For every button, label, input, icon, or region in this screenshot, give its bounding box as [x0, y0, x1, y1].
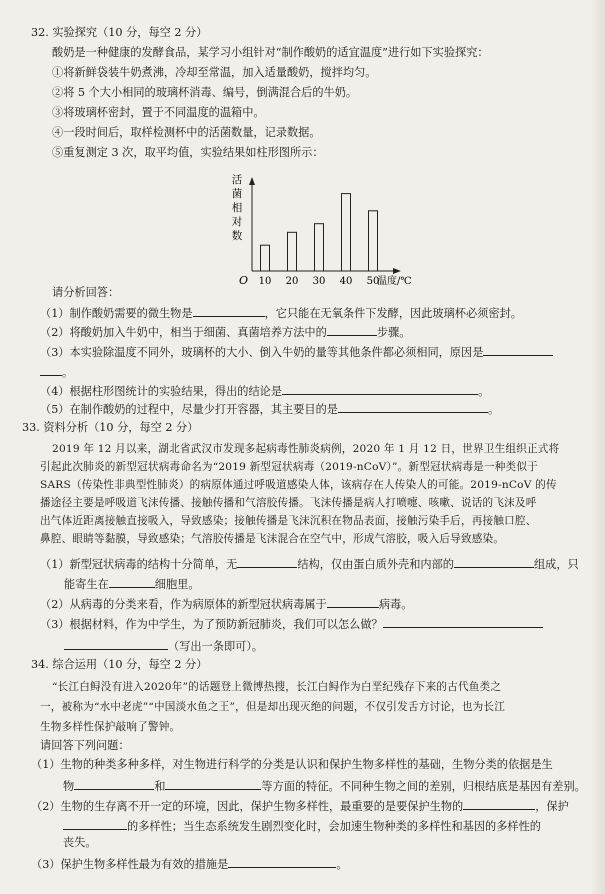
q34-blank-2[interactable]: [165, 778, 261, 790]
q33-blank-2[interactable]: [454, 556, 534, 568]
y-label-char: 菌: [231, 188, 243, 200]
y-axis-label: [232, 174, 243, 242]
q33-para-3: SARS（传染性非典型性肺炎）的病原体通过呼吸道感染人体，该病存在人传染人的可能。2019-nCoV 的传: [40, 479, 557, 491]
q33-sub1: （1）新型冠状病毒的结构十分简单，无 结构，仅由蛋白质外壳和内部的 组成，只: [40, 558, 579, 571]
q32-sub3: （3）本实验除温度不同外，玻璃杯的大小、倒入牛奶的量等其他条件都必须相同，原因是: [40, 344, 553, 360]
bar-50: [369, 211, 378, 271]
q32-blank-3b[interactable]: [40, 364, 62, 376]
q32-prompt: 请分析回答：: [52, 286, 120, 299]
bar-40: [342, 194, 351, 271]
q32-sub4: （4）根据柱形图统计的实验结果，得出的结论是 。: [40, 385, 490, 398]
q32-sub3-cont: 。: [40, 364, 73, 380]
q33-sub3: （3）根据材料，作为中学生，为了预防新冠肺炎，我们可以怎么做？: [40, 616, 543, 632]
x-axis-label: 温度/℃: [377, 276, 412, 287]
x-axis-arrow: [393, 268, 401, 274]
q32-step-3: ③将玻璃杯密封，置于不同温度的温箱中。: [52, 106, 265, 119]
page-binding-shadow: [591, 0, 605, 894]
y-label-char: 相: [231, 202, 243, 214]
q34-prompt: 请回答下列问题：: [40, 739, 130, 752]
q33-para-1: 2019 年 12 月以来，湖北省武汉市发现多起病毒性肺炎病例，2020 年 1 月 12 日，世界卫生组织正式将: [52, 443, 560, 455]
x-tick-20: 20: [285, 276, 299, 287]
y-label-char: 对: [231, 216, 243, 228]
q32-blank-4[interactable]: [282, 383, 478, 395]
q32-title: 32. 实验探究（10 分，每空 2 分）: [31, 26, 208, 39]
q32-blank-2[interactable]: [327, 324, 377, 336]
q34-sub1-cont: 物 和 等方面的特征。不同种生物之间的差别，归根结底是基因有差别。: [63, 780, 586, 793]
q34-para-3: 生物多样性保护敲响了警钟。: [40, 721, 181, 733]
q33-sub2: （2）从病毒的分类来看，作为病原体的新型冠状病毒属于 病毒。: [40, 598, 413, 611]
bacteria-bar-chart: [225, 165, 415, 290]
q34-blank-3[interactable]: [463, 798, 535, 810]
q32-blank-1[interactable]: [193, 305, 265, 317]
q33-blank-5[interactable]: [383, 616, 543, 628]
bar-20: [288, 232, 297, 271]
x-tick-40: 40: [339, 276, 353, 287]
q32-step-4: ④一段时间后，取样检测杯中的活菌数量，记录数据。: [52, 126, 321, 139]
q32-step-5: ⑤重复测定 3 次，取平均值，实验结果如柱形图所示：: [52, 146, 324, 159]
q33-para-6: 鼻腔、眼睛等黏膜，导致感染；气溶胶传播是飞沫混合在空气中，形成气溶胶，吸入后导致感染。: [40, 533, 505, 545]
bar-30: [315, 224, 324, 271]
q32-sub2: （2）将酸奶加入牛奶中，相当于细菌、真菌培养方法中的 步骤。: [40, 326, 411, 339]
q34-title: 34. 综合运用（10 分，每空 2 分）: [31, 658, 208, 671]
y-axis-arrow: [249, 177, 255, 185]
x-tick-10: 10: [258, 276, 272, 287]
q32-sub1: （1）制作酸奶需要的微生物是 ，它只能在无氧条件下发酵，因此玻璃杯必须密封。: [40, 307, 522, 320]
q33-para-2: 引起此次肺炎的新型冠状病毒命名为“2019 新型冠状病毒（2019-nCoV）”。新型冠状病毒是一种类似于: [40, 461, 538, 473]
q33-blank-4[interactable]: [327, 596, 379, 608]
q32-step-2: ②将 5 个大小相同的玻璃杯消毒、编号，倒满混合后的牛奶。: [52, 86, 358, 99]
q34-blank-5[interactable]: [228, 856, 336, 868]
q33-blank-5b[interactable]: [64, 638, 168, 650]
q33-blank-1[interactable]: [237, 556, 297, 568]
q34-blank-1[interactable]: [74, 778, 154, 790]
q32-intro: 酸奶是一种健康的发酵食品，某学习小组针对“制作酸奶的适宜温度”进行如下实验探究：: [52, 46, 489, 59]
q34-sub3: （3）保护生物多样性最为有效的措施是 。: [31, 858, 348, 871]
q34-sub2-end: 丧失。: [63, 836, 97, 849]
q34-para-1: “长江白鲟没有进入2020年”的话题登上微博热搜，长江白鲟作为白垩纪残存下来的古代鱼类之: [52, 681, 502, 693]
q33-sub1-cont: 能寄生在 细胞里。: [64, 578, 200, 591]
y-label-char: 数: [231, 230, 243, 242]
q33-blank-3[interactable]: [109, 576, 155, 588]
q33-para-5: 出气体近距离接触直接吸入，导致感染；接触传播是飞沫沉积在物品表面，接触污染手后，再接触口腔、: [40, 515, 537, 527]
q34-sub2-cont: 的多样性；当生态系统发生剧烈变化时，会加速生物种类的多样性和基因的多样性的: [63, 818, 541, 834]
q33-title: 33. 资料分析（10 分，每空 2 分）: [22, 421, 199, 434]
q34-para-2: 一，被称为“水中老虎”“中国淡水鱼之王”，但是却出现灭绝的问题，不仅引发舌方讨论，也为长江: [40, 701, 506, 713]
x-tick-50: 50: [366, 276, 380, 287]
q32-blank-5[interactable]: [338, 401, 488, 413]
bar-10: [261, 245, 270, 271]
q32-blank-3[interactable]: [483, 344, 553, 356]
q33-sub3-cont: （写出一条即可）。: [64, 638, 263, 654]
q32-step-1: ①将新鲜袋装牛奶煮沸，冷却至常温，加入适量酸奶，搅拌均匀。: [52, 66, 377, 79]
q33-para-4: 播途径主要是呼吸道飞沫传播、接触传播和气溶胶传播。飞沫传播是病人打喷嚏、咳嗽、说话的飞沫及呼: [40, 497, 537, 509]
q32-sub5: （5）在制作酸奶的过程中，尽量少打开容器，其主要目的是 。: [40, 403, 500, 416]
q34-blank-4[interactable]: [63, 818, 127, 830]
q34-sub2: （2）生物的生存离不开一定的环境，因此，保护生物多样性，最重要的是要保护生物的 ，保护: [31, 800, 569, 813]
q34-sub1: （1）生物的种类多种多样，对生物进行科学的分类是认识和保护生物多样性的基础，生物分类的依据是生: [31, 758, 553, 771]
origin-label: O: [239, 274, 249, 287]
y-label-char: 活: [231, 174, 243, 186]
x-tick-30: 30: [312, 276, 326, 287]
